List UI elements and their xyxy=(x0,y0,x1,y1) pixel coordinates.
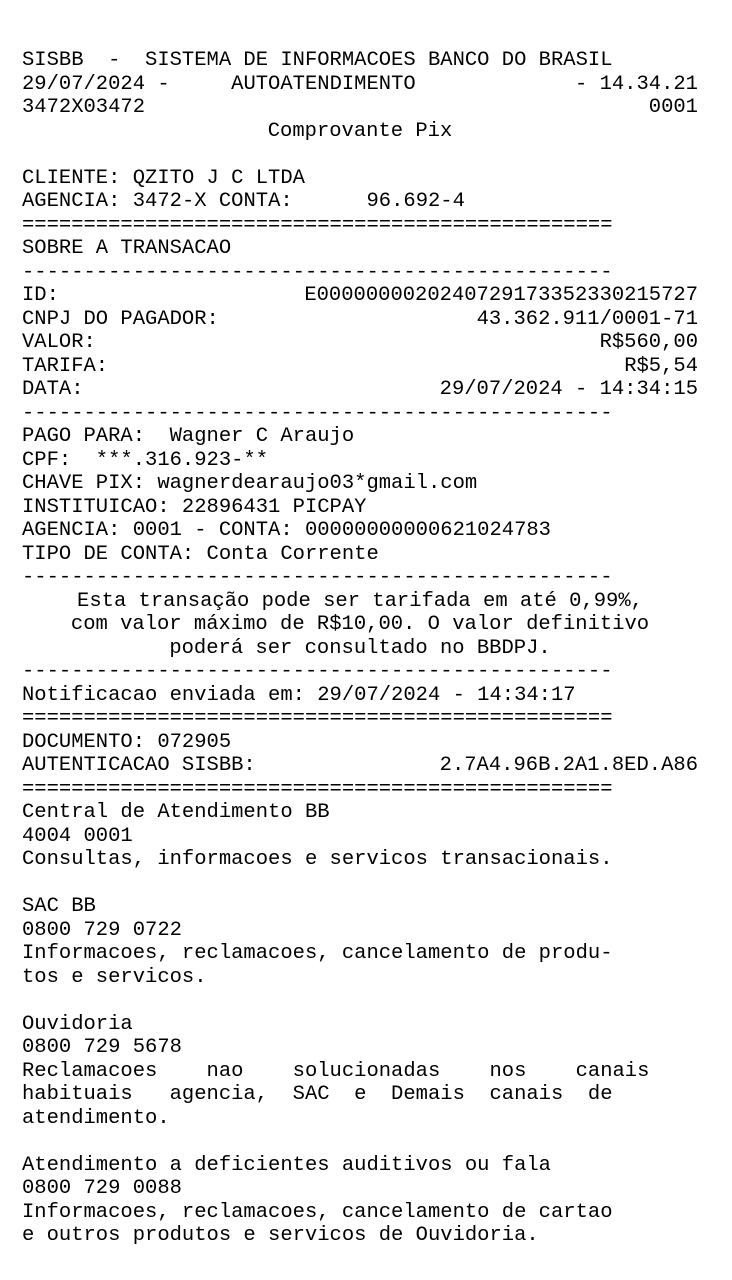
sac-title: SAC BB xyxy=(22,895,96,918)
single-rule: ------------------------------------------------ xyxy=(22,566,613,589)
value-amount: R$560,00 xyxy=(599,331,698,354)
authentication-row xyxy=(22,754,698,778)
spacer xyxy=(22,143,698,167)
double-rule: ================================================ xyxy=(22,707,613,730)
sac-description-2: tos e servicos. xyxy=(22,965,207,989)
payee-name-line: PAGO PARA: Wagner C Araujo xyxy=(22,425,355,448)
date-row xyxy=(22,378,698,402)
auth-value: 2.7A4.96B.2A1.8ED.A86 xyxy=(439,754,698,777)
account-type-line: TIPO DE CONTA: Conta Corrente xyxy=(22,542,379,566)
double-rule: ================================================ xyxy=(22,213,613,237)
header-terminal-line xyxy=(22,96,698,120)
client-line xyxy=(22,167,698,191)
id-row xyxy=(22,284,698,308)
notice-line-3: poderá ser consultado no BBDPJ. xyxy=(169,636,551,660)
fee-label: TARIFA: xyxy=(22,354,109,378)
ouvidoria-description-3: atendimento. xyxy=(22,1106,170,1130)
header-date: 29/07/2024 xyxy=(22,72,146,96)
spacer xyxy=(22,1130,698,1154)
accessibility-description-1: Informacoes, reclamacoes, cancelamento de cartao xyxy=(22,1200,613,1224)
central-description: Consultas, informacoes e servicos transacionais. xyxy=(22,848,613,871)
terminal-id: 3472X03472 xyxy=(22,96,146,119)
header-system-line xyxy=(22,49,698,73)
payee-account-line: AGENCIA: 0001 - CONTA: 00000000000621024783 xyxy=(22,519,551,542)
notice-line-2: com valor máximo de R$10,00. O valor definitivo xyxy=(70,613,650,636)
accessibility-description-2: e outros produtos e servicos de Ouvidoria. xyxy=(22,1224,539,1247)
ouvidoria-phone: 0800 729 5678 xyxy=(22,1036,182,1059)
agency-label: AGENCIA: xyxy=(22,190,121,213)
single-rule: ------------------------------------------------ xyxy=(22,660,613,683)
service-name: - AUTOATENDIMENTO xyxy=(157,72,416,96)
spacer xyxy=(22,989,698,1013)
section-title-transaction xyxy=(22,237,698,261)
value-label: VALOR: xyxy=(22,331,96,354)
sac-phone: 0800 729 0722 xyxy=(22,918,182,942)
central-phone: 4004 0001 xyxy=(22,824,133,848)
notification-line: Notificacao enviada em: 29/07/2024 - 14:34:17 xyxy=(22,683,576,707)
sequence-number: 0001 xyxy=(648,96,698,119)
single-rule: ------------------------------------------------ xyxy=(22,401,613,425)
section-title: SOBRE A TRANSACAO xyxy=(22,237,232,260)
sac-description-1: Informacoes, reclamacoes, cancelamento de produ- xyxy=(22,942,613,965)
header-date-mid xyxy=(22,73,416,97)
notice-line-1: Esta transação pode ser tarifada em até 0,99%, xyxy=(77,589,643,613)
cnpj-label: CNPJ DO PAGADOR: xyxy=(22,307,219,331)
client-name: QZITO J C LTDA xyxy=(132,166,305,190)
id-value: E0000000020240729173352330215727 xyxy=(304,284,698,307)
header-date-line xyxy=(22,73,698,97)
accessibility-phone: 0800 729 0088 xyxy=(22,1177,182,1200)
fee-amount: R$5,54 xyxy=(624,354,698,378)
id-label: ID: xyxy=(22,284,59,307)
header-time: - 14.34.21 xyxy=(574,72,698,96)
client-label: CLIENTE: xyxy=(22,166,121,190)
central-title: Central de Atendimento BB xyxy=(22,801,330,824)
ouvidoria-description-1: Reclamacoes nao solucionadas nos canais xyxy=(22,1059,650,1083)
account-line xyxy=(22,190,698,214)
account-value: 96.692-4 xyxy=(366,190,465,213)
ouvidoria-description-2: habituais agencia, SAC e Demais canais de xyxy=(22,1083,613,1106)
institution-line: INSTITUICAO: 22896431 PICPAY xyxy=(22,495,367,519)
system-title: SISBB - SISTEMA DE INFORMACOES BANCO DO BRASIL xyxy=(22,49,613,72)
ouvidoria-title: Ouvidoria xyxy=(22,1012,133,1036)
spacer xyxy=(22,872,698,896)
accessibility-title: Atendimento a deficientes auditivos ou fala xyxy=(22,1153,551,1177)
pix-receipt xyxy=(22,49,698,1248)
agency-value: 3472-X xyxy=(132,190,207,213)
cnpj-row xyxy=(22,308,698,332)
value-row xyxy=(22,331,698,355)
pix-key-line: CHAVE PIX: wagnerdearaujo03*gmail.com xyxy=(22,472,478,495)
double-rule: ================================================ xyxy=(22,777,613,801)
payee-cpf-line: CPF: ***.316.923-** xyxy=(22,448,269,472)
single-rule: ------------------------------------------------ xyxy=(22,260,613,284)
document-line: DOCUMENTO: 072905 xyxy=(22,730,232,754)
date-label: DATA: xyxy=(22,378,84,401)
account-label: CONTA: xyxy=(218,190,293,213)
cnpj-value: 43.362.911/0001-71 xyxy=(476,307,698,331)
fee-row xyxy=(22,355,698,379)
auth-label: AUTENTICACAO SISBB: xyxy=(22,754,256,777)
receipt-title: Comprovante Pix xyxy=(267,119,453,143)
date-value: 29/07/2024 - 14:34:15 xyxy=(439,378,698,401)
